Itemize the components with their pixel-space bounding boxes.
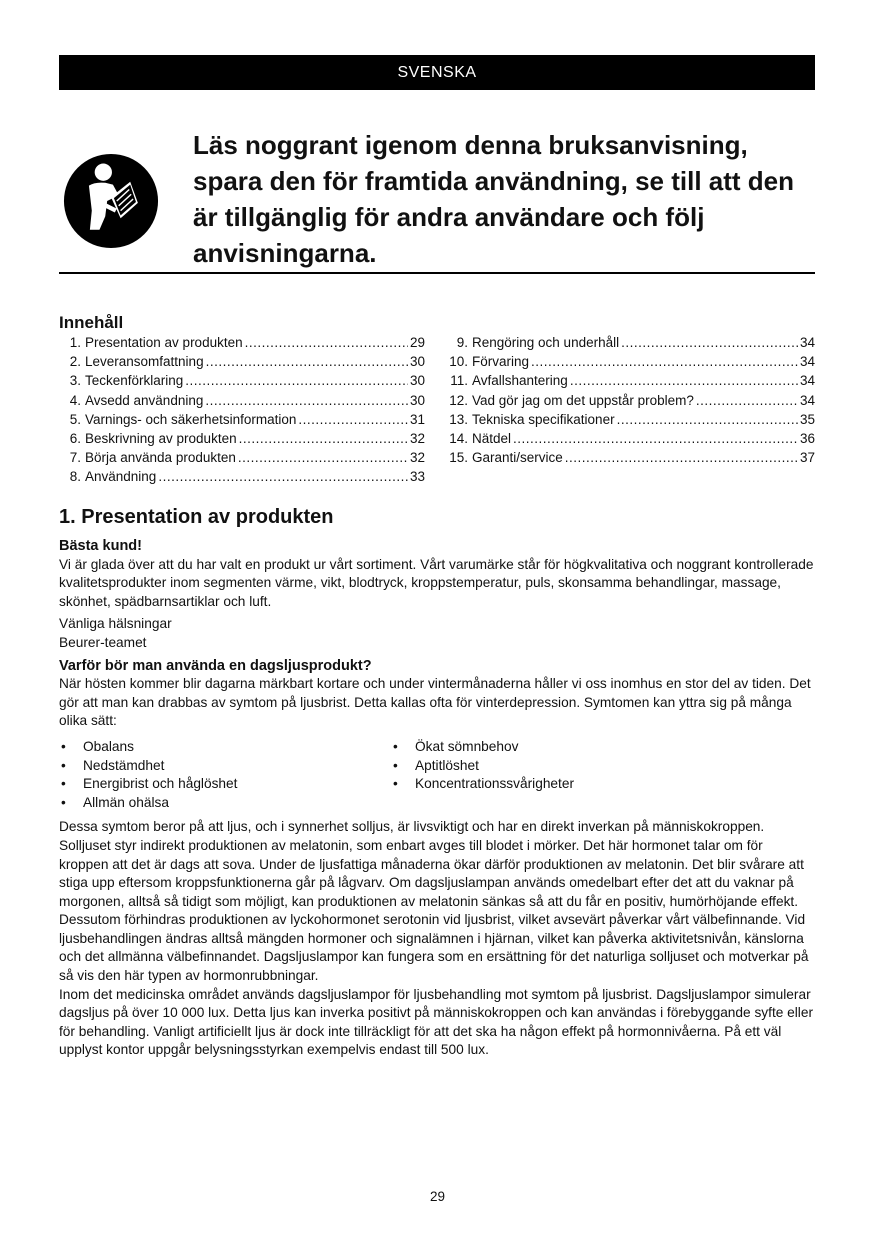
toc-entry[interactable]: 12. Vad gör jag om det uppstår problem? ..... 34: [444, 391, 815, 410]
divider: [59, 272, 815, 274]
toc-title: Innehåll: [59, 313, 124, 332]
intro-paragraph: Vi är glada över att du har valt en produkt ur vårt sortiment. Vårt varumärke står för högkvalitativa och noggrant kontrollerade kvalitetsprodukter inom segmenten värme, vikt, blodtryck, kroppstemperatur, puls, skonsamma behandlingar, massage, skönhet, spädbarnsartiklar och luft.: [59, 556, 814, 609]
toc-right-column: [444, 333, 815, 467]
toc-entry[interactable]: 14. Nätdel ..... 36: [444, 429, 815, 448]
list-item: • Ökat sömnbehov: [391, 738, 574, 757]
why-paragraph: När hösten kommer blir dagarna märkbart kortare och under vintermånaderna håller vi oss inomhus en stor del av tiden. Det gör att man kan drabbas av symtom på ljusbrist. Detta kallas ofta för vinterdepression. Symtomen kan yttra sig på många olika sätt:: [59, 676, 811, 729]
toc-entry[interactable]: 4. Avsedd användning ..... 30: [59, 391, 425, 410]
body-paragraph: Inom det medicinska området används dagsljuslampor för ljusbehandling mot symtom på ljusbrist. Dagsljuslampor simulerar dagsljus på över 10 000 lux. Detta ljus kan inverka positivt på människokroppen och kan användas i förebyggande syfte eller för behandling. Vanligt artificiellt ljus är dock inte tillräckligt för att det ska ha någon effekt på hormonnivåerna. På ett väl upplyst kontor uppgår belysningsstyrkan exempelvis endast till 500 lux.: [59, 986, 814, 1058]
toc-entry[interactable]: 10. Förvaring ..... 34: [444, 352, 815, 371]
body-paragraph: Dessa symtom beror på att ljus, och i synnerhet solljus, är livsviktigt och har en direkt inverkan på människokroppen. Solljuset styr indirekt produktionen av melatonin, som enbart avges till blodet i mörker. Det här hormonet talar om för kroppen att det är dags att sova. Under de ljusfattiga månaderna ökar därför produktionen av melatonin. Det blir svårare att stiga upp eftersom kroppsfunktionerna går på lågvarv. Om dagsljuslampan används omedelbart efter det att du vaknar på morgonen, alltså så tidigt som möjligt, kan produktionen av melatonin sänkas så att du får en positiv, humörhöjande effekt.: [59, 819, 804, 909]
list-item: • Nedstämdhet: [59, 757, 391, 776]
toc-entry[interactable]: 5. Varnings- och säkerhetsinformation ..... 31: [59, 410, 425, 429]
symptom-list: [59, 738, 815, 812]
toc-left-column: [59, 333, 425, 487]
toc-entry[interactable]: 15. Garanti/service ..... 37: [444, 448, 815, 467]
page-number: 29: [429, 1189, 446, 1204]
language-banner: SVENSKA: [59, 55, 815, 90]
section-title: 1. Presentation av produkten: [59, 506, 334, 528]
list-item: • Koncentrationssvårigheter: [391, 775, 574, 794]
section-body: [59, 537, 815, 1060]
safety-headline: Läs noggrant igenom denna bruksanvisning, spara den för framtida användning, se till att den är tillgänglig för andra användare och följ anvisningarna.: [193, 130, 794, 268]
toc-entry[interactable]: 7. Börja använda produkten ..... 32: [59, 448, 425, 467]
regards-text: Vänliga hälsningar: [59, 616, 172, 632]
toc-entry[interactable]: 13. Tekniska specifikationer ..... 35: [444, 410, 815, 429]
team-signature: Beurer-teamet: [59, 634, 147, 650]
list-item: • Energibrist och håglöshet: [59, 775, 391, 794]
toc-entry[interactable]: 9. Rengöring och underhåll ..... 34: [444, 333, 815, 352]
list-item: • Aptitlöshet: [391, 757, 574, 776]
read-manual-icon: [63, 153, 159, 249]
list-item: • Obalans: [59, 738, 391, 757]
toc-entry[interactable]: 8. Användning ..... 33: [59, 467, 425, 486]
body-paragraph: Dessutom förhindras produktionen av lyckohormonet serotonin vid ljusbrist, vilket avsevärt påverkar vårt välbefinnande. Vid ljusbehandlingen ändras alltså mängden hormoner och signalämnen i hjärnan, vilket kan påverka aktivitetsnivån, känslorna och det allmänna välbefinnandet. Dagsljuslampor kan fungera som en ersättning för det naturliga solljuset och motverkar på så vis den här typen av hormonrubbningar.: [59, 912, 809, 984]
greeting-heading: Bästa kund!: [59, 538, 142, 554]
toc-entry[interactable]: 6. Beskrivning av produkten ..... 32: [59, 429, 425, 448]
toc-entry[interactable]: 2. Leveransomfattning ..... 30: [59, 352, 425, 371]
toc-entry[interactable]: 11. Avfallshantering ..... 34: [444, 371, 815, 390]
toc-entry[interactable]: 3. Teckenförklaring ..... 30: [59, 371, 425, 390]
why-heading: Varför bör man använda en dagsljusprodukt?: [59, 657, 372, 674]
toc-entry[interactable]: 1. Presentation av produkten ..... 29: [59, 333, 425, 352]
list-item: • Allmän ohälsa: [59, 794, 391, 813]
